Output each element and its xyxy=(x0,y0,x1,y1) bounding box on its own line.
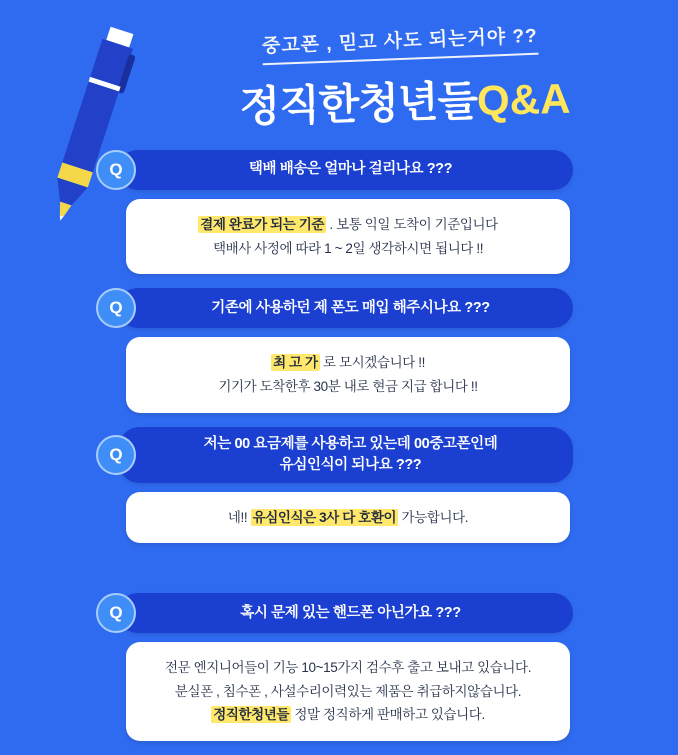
page-header xyxy=(150,25,660,131)
question-text: 저는 00 요금제를 사용하고 있는데 00중고폰인데 유심인식이 되나요 ??? xyxy=(203,435,498,473)
answer-text: . 보통 익일 도착이 기준입니다 xyxy=(326,217,498,232)
answer-line xyxy=(144,351,552,375)
qa-block xyxy=(0,288,678,412)
answer-card xyxy=(126,492,570,544)
answer-text: 분실폰 , 침수폰 , 사설수리이력있는 제품은 취급하지않습니다. xyxy=(174,683,522,699)
question-badge-icon: Q xyxy=(96,150,136,190)
answer-highlight: 최 고 가 xyxy=(273,355,318,371)
question-text: 기존에 사용하던 제 폰도 매입 해주시나요 ??? xyxy=(211,299,490,316)
answer-text: 정말 정직하게 판매하고 있습니다. xyxy=(291,707,485,723)
qa-list xyxy=(0,150,678,755)
question-badge-icon: Q xyxy=(96,435,136,475)
answer-highlight: 정직한청년들 xyxy=(213,707,290,723)
question-row[interactable] xyxy=(109,150,573,190)
answer-text: 로 모시겠습니다 !! xyxy=(319,355,425,371)
question-text: 택배 배송은 얼마나 걸리나요 ??? xyxy=(248,161,453,178)
answer-highlight: 결제 완료가 되는 기준 xyxy=(200,217,325,232)
answer-text: 네!! xyxy=(227,509,251,525)
header-subtitle: 중고폰 , 믿고 사도 되는거야 ?? xyxy=(262,21,539,66)
answer-text: 가능합니다. xyxy=(398,509,469,525)
question-row[interactable] xyxy=(109,288,573,328)
answer-line xyxy=(144,680,552,704)
answer-line xyxy=(144,703,552,727)
answer-card xyxy=(126,199,570,274)
question-badge-icon: Q xyxy=(96,288,136,328)
answer-text: 기기가 도착한후 30분 내로 현금 지급 합니다 !! xyxy=(218,378,478,394)
answer-line xyxy=(144,656,552,680)
answer-line xyxy=(144,506,552,530)
question-row[interactable] xyxy=(109,593,573,633)
answer-line xyxy=(144,237,552,261)
answer-line xyxy=(144,213,552,237)
qa-block xyxy=(0,150,678,274)
qa-block xyxy=(0,427,678,580)
question-badge-icon: Q xyxy=(96,593,136,633)
answer-highlight: 유심인식은 3사 다 호환이 xyxy=(252,509,397,525)
answer-text: 전문 엔지니어들이 기능 10~15가지 검수후 출고 보내고 있습니다. xyxy=(164,660,532,676)
answer-line xyxy=(144,375,552,399)
section-spacer xyxy=(0,543,678,579)
answer-card xyxy=(126,642,570,741)
question-text: 혹시 문제 있는 핸드폰 아닌가요 ??? xyxy=(240,604,461,621)
qa-block xyxy=(0,593,678,741)
page-title-main: 정직한청년들 xyxy=(239,77,478,131)
page-title-accent: Q&A xyxy=(476,74,571,125)
question-row[interactable] xyxy=(109,427,573,483)
answer-card xyxy=(126,337,570,412)
answer-text: 택배사 사정에 따라 1 ~ 2일 생각하시면 됩니다 !! xyxy=(212,240,484,256)
page-title xyxy=(149,73,660,133)
